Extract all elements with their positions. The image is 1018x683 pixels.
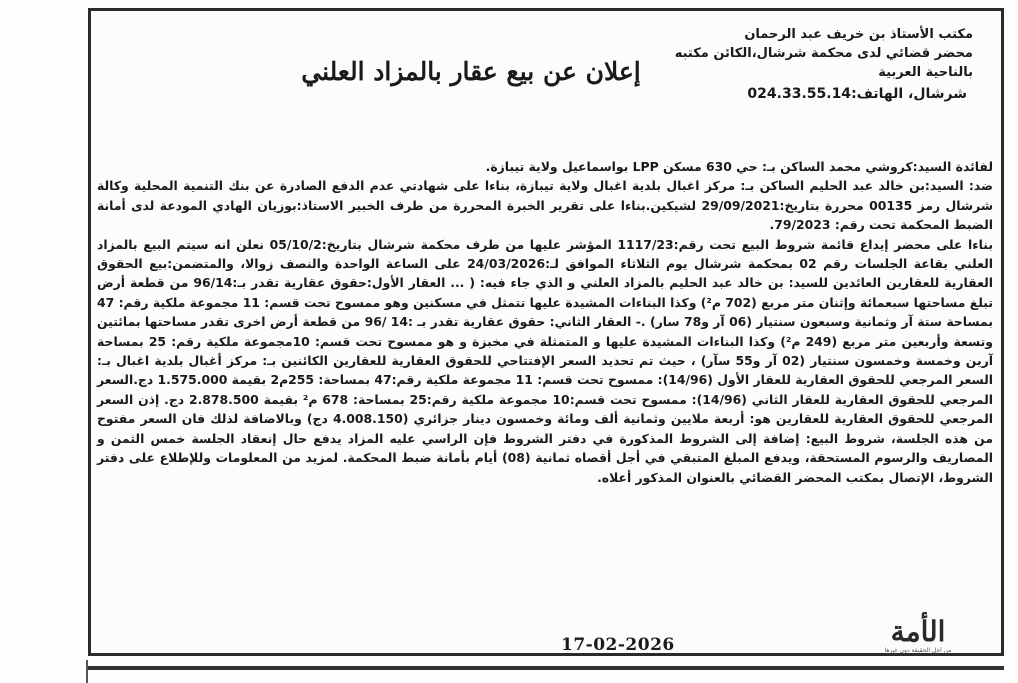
newspaper-logo [853,617,983,655]
office-name: مكتب الأستاذ بن خريف عبد الرحمان [744,27,973,42]
beneficiary-paragraph: لفائدة السيد:كروشي محمد الساكن بـ: حي 630 مسكن LPP بواسماعيل ولاية تيبازة. [485,159,993,174]
newspaper-tagline: من أجل الحقيقة دون غيرها [884,647,952,654]
defendant-paragraph: ضد: السيد:بن خالد عبد الحليم الساكن بـ: مركز اغبال بلدية اغبال ولاية تيبازة، بناءا على شهادتي عدم الدفع الصادرة عن بنك التنمية المحلية وكالة شرشال رمز 00135 محررة بتاريخ:29/09/2021 لشيكين.بناءا على تقرير الخبرة المحررة من طرف الخبير الاستاذ:بوزيان الهادي المودعة لدى أمانة الضبط المحكمة تحت رقم: 79/2023. [97,178,994,233]
announcement-frame [88,8,1004,656]
announcement-body [97,157,993,487]
announcement-title: إعلان عن بيع عقار بالمزاد العلني [301,57,641,86]
newspaper-logo-text: الأمة [890,615,946,648]
publication-date: 17-02-2026 [561,635,675,655]
page-bottom-rule [88,666,1004,670]
page-left-rule [86,660,88,683]
office-role: محضر قضائي لدى محكمة شرشال،الكائن مكتبه [674,46,973,61]
office-location: بالناحية العربية [878,65,973,80]
office-phone: شرشال، الهاتف:024.33.55.14 [747,86,967,102]
sale-details-paragraph: بناءا على محضر إيداع قائمة شروط البيع تحت رقم:1117/23 المؤشر عليها من طرف محكمة شرشال بتاريخ:05/10/2 نعلن انه سيتم البيع بالمزاد العلني بقاعة الجلسات رقم 02 بمحكمة شرشال يوم الثلاثاء الموافق لـ:24/03/2026 على الساعة الواحدة والنصف زوالا، والمتضمن:بيع الحقوق العقارية للعقارين العائدين للسيد: بن خالد عبد الحليم بالمزاد العلني و الذي جاء فيه: ( ... العقار الأول:حقوق عقارية تقدر بـ:96/14 من قطعة أرض تبلغ مساحتها سبعمائة وإثنان متر مربع (702 م²) وكذا البناءات المشيدة عليها تتمثل في مسكنين وهو ممسوح تحت قسم: 11 مجموعة ملكية رقم: 47 بمساحة ستة آر وثمانية وسبعون سنتيار (06 آر و78 سار) .- العقار الثاني: حقوق عقارية تقدر بـ :14 /96 من قطعة أرض اخرى تقدر مساحتها بمائتين وتسعة وأربعين متر مربع (249 م²) وكذا البناءات المشيدة عليها و المتمثلة في مخبزة و هو ممسوح تحت قسم: 10مجموعة ملكية رقم: 25 بمساحة آرين وخمسة وخمسون سنتيار (02 آر و55 سآر) ، حيث تم تحديد السعر الإفتتاحي للحقوق العقارية للعقارين الكائنين بـ: مركز أغبال بلدية اغبال بـ: السعر المرجعي للحقوق العقارية للعقار الأول (14/96): ممسوح تحت قسم: 11 مجموعة ملكية رقم:47 بمساحة: 255م2 بقيمة 1.575.000 دج.السعر المرجعي للحقوق العقارية للعقار الثاني (14/96): ممسوح تحت قسم:10 مجموعة ملكية رقم:25 بمساحة: 678 م² بقيمة 2.878.500 دج. إذن السعر المرجعي للحقوق العقارية للعقارين هو: أربعة ملايين وثمانية ألف ومائة وخمسون دينار جزائري (4.008.150 دج) وبالاضافة لذلك فان السعر مفتوح من هذه الجلسة، شروط البيع: إضافة إلى الشروط المذكورة في دفتر الشروط فإن الراسي عليه المزاد يدفع حال إنعقاد الجلسة خمس الثمن و المصاريف والرسوم المستحقة، ويدفع المبلغ المتبقي في أجل أقصاه ثمانية (08) أيام بأمانة ضبط المحكمة. لمزيد من المعلومات وللإطلاع على دفتر الشروط، الإتصال بمكتب المحضر القضائي بالعنوان المذكور أعلاه. [97,236,994,485]
bailiff-office-header [673,25,973,104]
